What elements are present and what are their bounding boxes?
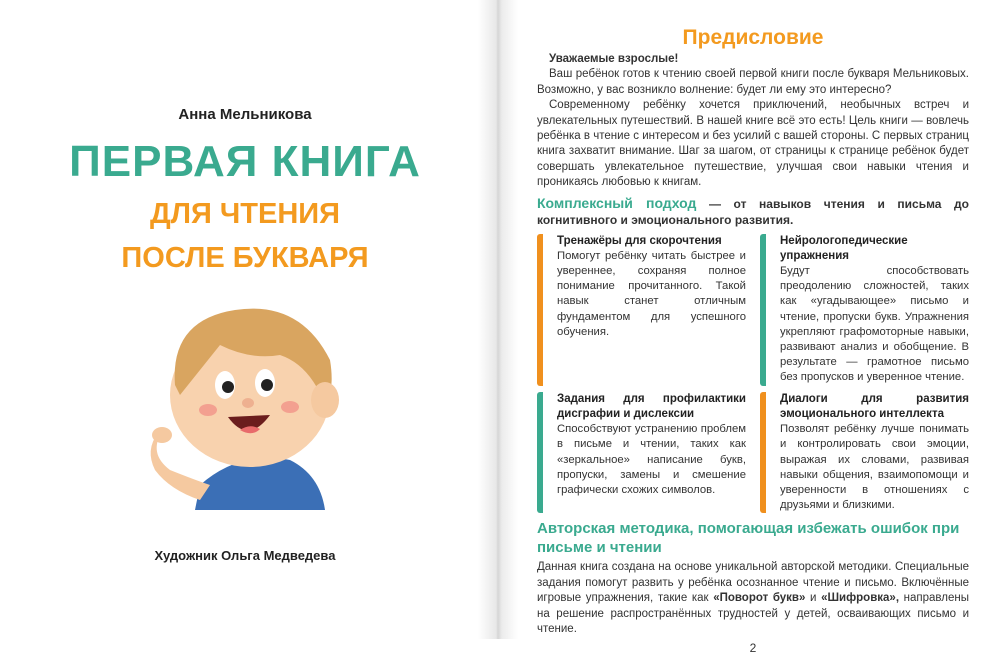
book-title-line1: ПЕРВАЯ КНИГА [69,137,421,186]
book-title-line3: ПОСЛЕ БУКВАРЯ [121,242,369,274]
feature-text: Будут способствовать преодолению сложностей, таких как «угадывающее» письмо и чтение, пропуски букв. Упражнения укрепляют графомоторные навыки, развивают анализ и обобщение. В результате — грамотное письмо без пропусков и уверенное чтение. [780,265,969,384]
paragraph: Ваш ребёнок готов к чтению своей первой книги после букваря Мельниковых. Возможно, у вас возникло волнение: будет ли ему это интересно? [537,68,969,96]
feature-title: Нейрологопедические упражнения [780,234,908,262]
illustrator-credit: Художник Ольга Медведева [154,548,336,563]
feature-box [537,234,746,386]
exercise-name: «Поворот букв» [713,592,806,605]
feature-text: Способствуют устранению проблем в письме и чтении, таких как «зеркальное» написание букв, пропуски, замены и смешение графически схожих символов. [557,423,746,496]
feature-grid [537,234,969,514]
exercise-name: «Шифровка», [821,592,900,605]
feature-text: Помогут ребёнку читать быстрее и увереннее, сохраняя полное понимание прочитанного. Такой навык станет отличным фундаментом для успешного обучения. [557,249,746,338]
greeting: Уважаемые взрослые! [549,53,679,65]
page-number: 2 [749,641,757,655]
approach-line [537,195,969,228]
feature-box [760,392,969,514]
feature-text: Позволят ребёнку лучше понимать и контролировать свои эмоции, выражая их словами, развивая навыки общения, взаимопомощи и уверенности в отношениях с друзьями и близкими. [780,423,969,512]
method-text-part: направлены на решение распространённых трудностей у детей, осваивающих письмо и чтение. [537,592,969,635]
method-text-part: Данная книга создана на основе уникальной авторской методики. Специальные задания помогут развить у ребёнка осознанное чтение и письмо. Включённые игровые упражнения, такие как [537,561,969,605]
paragraph: Современному ребёнку хочется приключений, необычных встреч и увлекательных путешествий. В нашей книге всё это есть! Цель книги — вовлечь ребёнка в чтение с интересом и без усилий с вашей стороны. С первых страниц книга захватит внимание. Шаг за шагом, от страницы к странице ребёнок будет совершать увлекательное путешествие, улучшая свои навыки чтения и проникаясь любовью к книгам. [537,99,969,189]
feature-title: Диалоги для развития эмоционального интеллекта [780,392,969,420]
book-author: Анна Мельникова [178,106,312,123]
feature-box [760,234,969,386]
method-heading: Авторская методика, помогающая избежать ошибок при письме и чтении [537,520,960,557]
method-text-part: и [805,592,822,605]
left-page [0,0,495,639]
feature-box [537,392,746,514]
right-page [537,26,969,655]
book-gutter [478,0,518,639]
approach-subtitle: — от навыков чтения и письма до когнитивного и эмоционального развития. [537,196,969,227]
preface-text [537,52,969,228]
approach-title: Комплексный подход [537,194,697,211]
feature-title: Задания для профилактики дисграфии и дислексии [557,392,746,420]
boy-illustration [140,285,350,510]
preface-heading: Предисловие [682,26,824,49]
method-text [537,560,969,637]
feature-title: Тренажёры для скорочтения [557,234,722,247]
book-title-line2: ДЛЯ ЧТЕНИЯ [150,198,340,230]
